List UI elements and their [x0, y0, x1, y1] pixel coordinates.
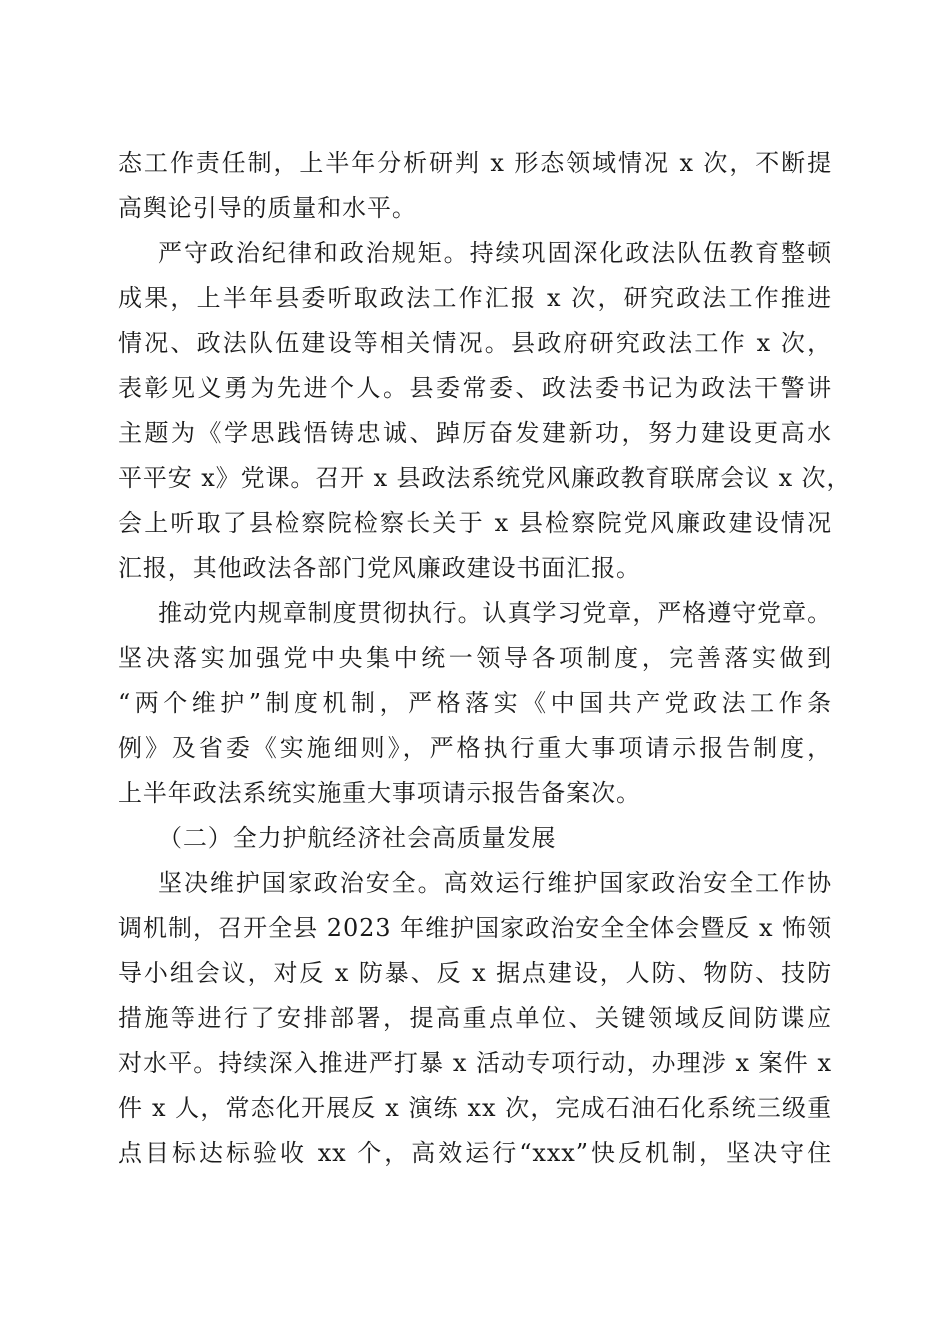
body-text-line: 调机制，召开全县 2023 年维护国家政治安全全体会暨反 x 怖领 — [118, 914, 832, 942]
body-text-line: 态工作责任制，上半年分析研判 x 形态领域情况 x 次，不断提 — [118, 149, 832, 177]
body-text-line: 主题为《学思践悟铸忠诚、踔厉奋发建新功，努力建设更高水 — [118, 419, 832, 447]
body-text-line: 对水平。持续深入推进严打暴 x 活动专项行动，办理涉 x 案件 x — [118, 1049, 832, 1077]
body-text-line: 情况、政法队伍建设等相关情况。县政府研究政法工作 x 次， — [118, 329, 832, 357]
body-text-line: 平平安 x》党课。召开 x 县政法系统党风廉政教育联席会议 x 次， — [118, 464, 852, 492]
body-text-line: 成果，上半年县委听取政法工作汇报 x 次，研究政法工作推进 — [118, 284, 832, 312]
paragraph-first-line: 坚决维护国家政治安全。高效运行维护国家政治安全工作协 — [158, 869, 832, 897]
body-text-line: 件 x 人，常态化开展反 x 演练 xx 次，完成石油石化系统三级重 — [118, 1094, 832, 1122]
body-text-line: 高舆论引导的质量和水平。 — [118, 194, 417, 222]
body-text-line: 上半年政法系统实施重大事项请示报告备案次。 — [118, 779, 641, 807]
body-text-line: “两个维护”制度机制，严格落实《中国共产党政法工作条 — [118, 689, 832, 717]
body-text-line: 措施等进行了安排部署，提高重点单位、关键领域反间防谍应 — [118, 1004, 832, 1032]
body-text-line: 汇报，其他政法各部门党风廉政建设书面汇报。 — [118, 554, 641, 582]
paragraph-first-line: 严守政治纪律和政治规矩。持续巩固深化政法队伍教育整顿 — [158, 239, 832, 267]
body-text-line: 表彰见义勇为先进个人。县委常委、政法委书记为政法干警讲 — [118, 374, 832, 402]
body-text-line: 点目标达标验收 xx 个，高效运行“xxx”快反机制，坚决守住 — [118, 1139, 832, 1167]
body-text-line: 会上听取了县检察院检察长关于 x 县检察院党风廉政建设情况 — [118, 509, 832, 537]
section-heading: （二）全力护航经济社会高质量发展 — [158, 824, 557, 852]
paragraph-first-line: 推动党内规章制度贯彻执行。认真学习党章，严格遵守党章。 — [158, 599, 832, 627]
body-text-line: 例》及省委《实施细则》，严格执行重大事项请示报告制度， — [118, 734, 832, 762]
body-text-line: 坚决落实加强党中央集中统一领导各项制度，完善落实做到 — [118, 644, 832, 672]
body-text-line: 导小组会议，对反 x 防暴、反 x 据点建设，人防、物防、技防 — [118, 959, 832, 987]
